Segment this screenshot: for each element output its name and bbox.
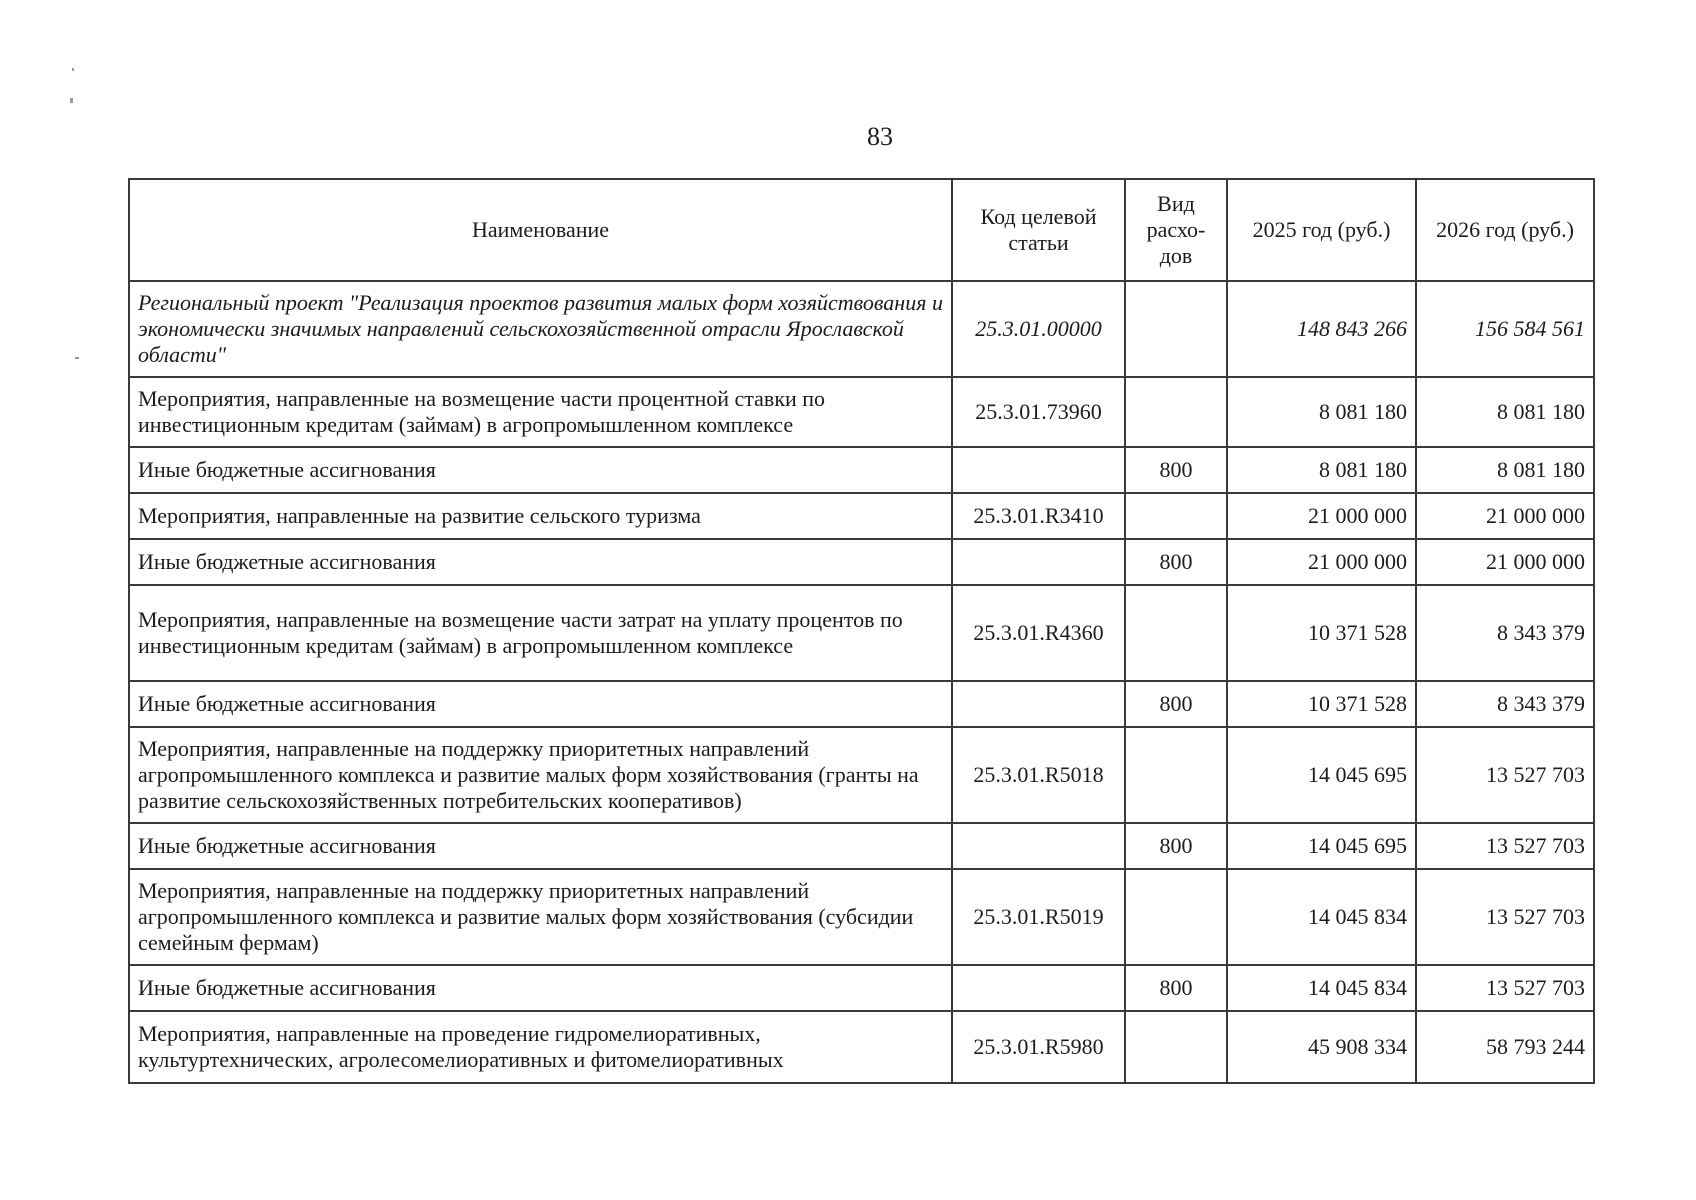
row-amount-2026: 8 343 379 xyxy=(1416,681,1594,727)
row-name: Мероприятия, направленные на поддержку приоритетных направлений агропромышленного комплекса и развитие малых форм хозяйствования (гранты на развитие сельскохозяйственных потребительских кооперативов) xyxy=(129,727,952,823)
budget-table xyxy=(128,178,1595,1084)
row-amount-2025: 8 081 180 xyxy=(1227,447,1416,493)
row-expense-type: 800 xyxy=(1125,965,1227,1011)
row-amount-2025: 14 045 834 xyxy=(1227,965,1416,1011)
scan-speck xyxy=(70,98,73,103)
row-expense-type xyxy=(1125,727,1227,823)
row-expense-type: 800 xyxy=(1125,447,1227,493)
row-expense-type: 800 xyxy=(1125,681,1227,727)
row-amount-2026: 21 000 000 xyxy=(1416,493,1594,539)
scan-speck xyxy=(75,357,79,359)
row-code xyxy=(952,447,1125,493)
row-code xyxy=(952,965,1125,1011)
page-number: 83 xyxy=(867,122,893,151)
row-code: 25.3.01.R5980 xyxy=(952,1011,1125,1083)
header-name: Наименование xyxy=(129,179,952,281)
row-amount-2025: 8 081 180 xyxy=(1227,377,1416,447)
row-amount-2025: 10 371 528 xyxy=(1227,681,1416,727)
header-expense-type: Вид расхо-дов xyxy=(1125,179,1227,281)
table-row xyxy=(129,493,1594,539)
table-row xyxy=(129,539,1594,585)
row-name: Мероприятия, направленные на возмещение части затрат на уплату процентов по инвестиционным кредитам (займам) в агропромышленном комплексе xyxy=(129,585,952,681)
row-expense-type: 800 xyxy=(1125,539,1227,585)
row-name: Мероприятия, направленные на возмещение части процентной ставки по инвестиционным кредитам (займам) в агропромышленном комплексе xyxy=(129,377,952,447)
table-header-row xyxy=(129,179,1594,281)
row-name: Региональный проект "Реализация проектов развития малых форм хозяйствования и экономически значимых направлений сельскохозяйственной отрасли Ярославской области" xyxy=(129,281,952,377)
row-code: 25.3.01.R3410 xyxy=(952,493,1125,539)
row-code xyxy=(952,681,1125,727)
row-amount-2026: 13 527 703 xyxy=(1416,727,1594,823)
table-row xyxy=(129,585,1594,681)
row-code: 25.3.01.73960 xyxy=(952,377,1125,447)
row-amount-2026: 13 527 703 xyxy=(1416,823,1594,869)
row-code: 25.3.01.R5019 xyxy=(952,869,1125,965)
row-name: Иные бюджетные ассигнования xyxy=(129,681,952,727)
row-amount-2025: 45 908 334 xyxy=(1227,1011,1416,1083)
row-amount-2026: 8 343 379 xyxy=(1416,585,1594,681)
table-row xyxy=(129,869,1594,965)
row-expense-type xyxy=(1125,869,1227,965)
row-amount-2026: 58 793 244 xyxy=(1416,1011,1594,1083)
row-expense-type: 800 xyxy=(1125,823,1227,869)
row-amount-2026: 13 527 703 xyxy=(1416,965,1594,1011)
row-name: Иные бюджетные ассигнования xyxy=(129,539,952,585)
row-amount-2025: 148 843 266 xyxy=(1227,281,1416,377)
row-code: 25.3.01.00000 xyxy=(952,281,1125,377)
row-amount-2025: 10 371 528 xyxy=(1227,585,1416,681)
row-expense-type xyxy=(1125,1011,1227,1083)
row-name: Мероприятия, направленные на развитие сельского туризма xyxy=(129,493,952,539)
row-name: Иные бюджетные ассигнования xyxy=(129,823,952,869)
header-year-2025: 2025 год (руб.) xyxy=(1227,179,1416,281)
header-code: Код целевой статьи xyxy=(952,179,1125,281)
table-row xyxy=(129,447,1594,493)
row-amount-2026: 21 000 000 xyxy=(1416,539,1594,585)
row-amount-2026: 8 081 180 xyxy=(1416,377,1594,447)
table-row xyxy=(129,965,1594,1011)
row-expense-type xyxy=(1125,493,1227,539)
table-row xyxy=(129,377,1594,447)
row-amount-2025: 14 045 695 xyxy=(1227,727,1416,823)
table-row xyxy=(129,823,1594,869)
table-row xyxy=(129,681,1594,727)
row-amount-2025: 14 045 834 xyxy=(1227,869,1416,965)
table-row xyxy=(129,727,1594,823)
row-code: 25.3.01.R5018 xyxy=(952,727,1125,823)
row-name: Иные бюджетные ассигнования xyxy=(129,447,952,493)
row-amount-2026: 8 081 180 xyxy=(1416,447,1594,493)
row-code xyxy=(952,823,1125,869)
row-name: Мероприятия, направленные на поддержку приоритетных направлений агропромышленного комплекса и развитие малых форм хозяйствования (субсидии семейным фермам) xyxy=(129,869,952,965)
table-row xyxy=(129,281,1594,377)
row-amount-2025: 21 000 000 xyxy=(1227,539,1416,585)
row-code xyxy=(952,539,1125,585)
row-expense-type xyxy=(1125,281,1227,377)
row-amount-2026: 156 584 561 xyxy=(1416,281,1594,377)
row-amount-2025: 21 000 000 xyxy=(1227,493,1416,539)
table-row xyxy=(129,1011,1594,1083)
header-year-2026: 2026 год (руб.) xyxy=(1416,179,1594,281)
row-amount-2026: 13 527 703 xyxy=(1416,869,1594,965)
row-expense-type xyxy=(1125,585,1227,681)
scan-speck xyxy=(72,68,74,71)
row-expense-type xyxy=(1125,377,1227,447)
row-code: 25.3.01.R4360 xyxy=(952,585,1125,681)
row-name: Мероприятия, направленные на проведение гидромелиоративных, культуртехнических, агролесомелиоративных и фитомелиоративных xyxy=(129,1011,952,1083)
row-name: Иные бюджетные ассигнования xyxy=(129,965,952,1011)
row-amount-2025: 14 045 695 xyxy=(1227,823,1416,869)
